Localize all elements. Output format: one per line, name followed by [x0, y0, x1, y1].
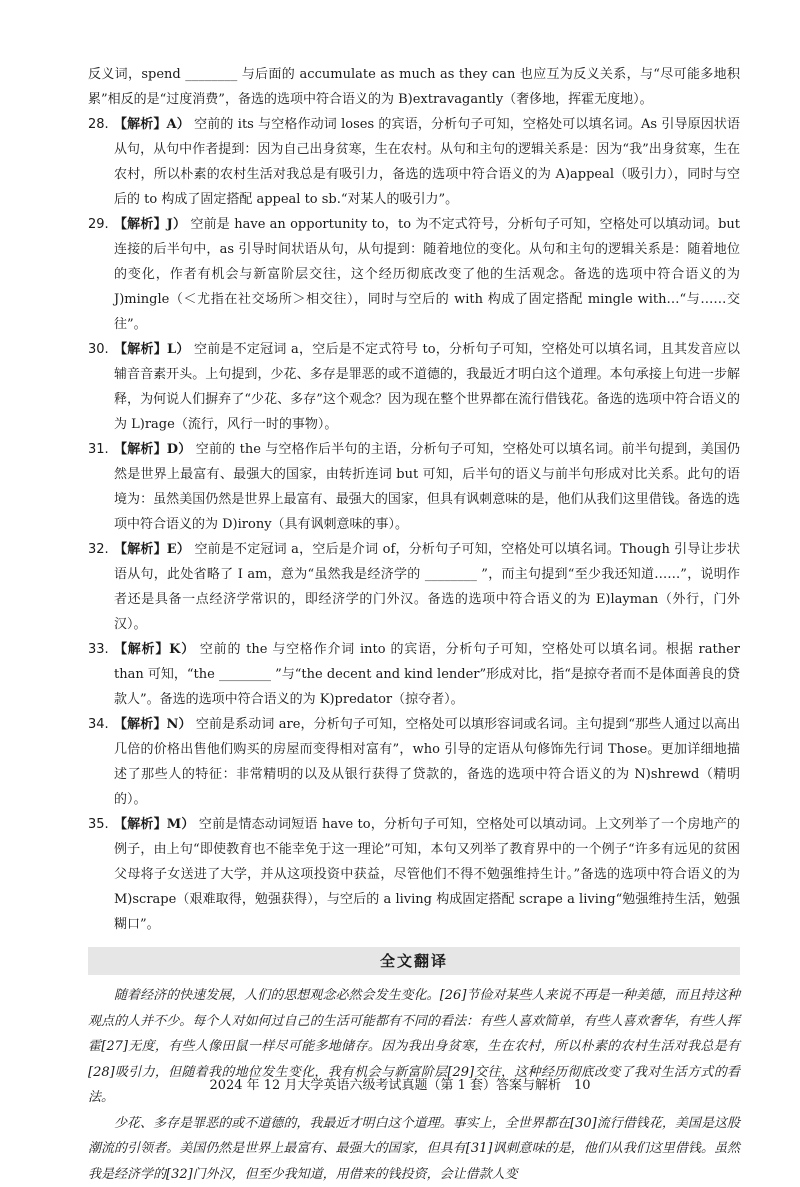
page-footer: 2024 年 12 月大学英语六级考试真题（第 1 套）答案与解析 10: [0, 1074, 800, 1093]
item-28: [88, 112, 740, 212]
item-tag: 【解析】E）: [114, 542, 190, 557]
item-number: 35.: [88, 812, 109, 837]
translation-paragraph: 少花、多存是罪恶的或不道德的，我最近才明白这个道理。事实上，全世界都在[30]流行借钱花，美国是这股潮流的引领者。美国仍然是世界上最富有、最强大的国家，但具有[31]讽刺意味的是，他们从我们这里借钱。虽然我是经济学的[32]门外汉，但至少我知道，用借来的钱投资，会让借款人变: [88, 1111, 740, 1187]
item-29: [88, 212, 740, 337]
item-tag: 【解析】M）: [114, 817, 195, 832]
content: [88, 62, 740, 1187]
item-text: 空前是不定冠词 a，空后是介词 of，分析句子可知，空格处可以填名词。Though 引导让步状语从句，此处省略了 I am，意为“虽然我是经济学的 ________ ”，而主句提到“至少我还知道……”，说明作者还是具备一点经济学常识的，即经济学的门外汉。备选的选项中符合语义的为 E)layman（外行，门外汉）。: [114, 542, 740, 632]
item-30: [88, 337, 740, 437]
item-text: 空前是不定冠词 a，空后是不定式符号 to，分析句子可知，空格处可以填名词，且其发音应以辅音音素开头。上句提到，少花、多存是罪恶的或不道德的，我最近才明白这个道理。本句承接上句进一步解释，为何说人们摒弃了“少花、多存”这个观念？因为现在整个世界都在流行借钱花。备选的选项中符合语义的为 L)rage（流行，风行一时的事物）。: [114, 342, 740, 432]
item-number: 33.: [88, 637, 109, 662]
item-tag: 【解析】J）: [114, 217, 186, 232]
section-title: 全文翻译: [88, 947, 740, 975]
item-33: [88, 637, 740, 712]
item-number: 34.: [88, 712, 109, 737]
item-text: 空前的 the 与空格作后半句的主语，分析句子可知，空格处可以填名词。前半句提到，美国仍然是世界上最富有、最强大的国家，由转折连词 but 可知，后半句的语义与前半句形成对比关系。此句的语境为：虽然美国仍然是世界上最富有、最强大的国家，但具有讽刺意味的是，他们从我们这里借钱。备选的选项中符合语义的为 D)irony（具有讽刺意味的事）。: [114, 442, 740, 532]
item-text: 空前的 its 与空格作动词 loses 的宾语，分析句子可知，空格处可以填名词。As 引导原因状语从句，从句中作者提到：因为自己出身贫寒，生在农村。从句和主句的逻辑关系是：因为“我”出身贫寒，生在农村，所以朴素的农村生活对我总是有吸引力，备选的选项中符合语义的为 A)appeal（吸引力），同时与空后的 to 构成了固定搭配 appeal to sb.“对某人的吸引力”。: [114, 117, 740, 207]
item-34: [88, 712, 740, 812]
item-text: 空前的 the 与空格作介词 into 的宾语，分析句子可知，空格处可以填名词。根据 rather than 可知，“the ________ ”与“the decent and kind lender”形成对比，指“是掠夺者而不是体面善良的贷款人”。备选的选项中符合语义的为 K)predator（掠夺者）。: [114, 642, 740, 707]
intro-paragraph: 反义词，spend ________ 与后面的 accumulate as much as they can 也应互为反义关系，与“尽可能多地积累”相反的是“过度消费”，备选的选项中符合语义的为 B)extravagantly（奢侈地，挥霍无度地）。: [88, 62, 740, 112]
item-number: 32.: [88, 537, 109, 562]
item-text: 空前是系动词 are，分析句子可知，空格处可以填形容词或名词。主句提到“那些人通过以高出几倍的价格出售他们购买的房屋而变得相对富有”，who 引导的定语从句修饰先行词 Those。更加详细地描述了那些人的特征：非常精明的以及从银行获得了贷款的，备选的选项中符合语义的为 N)shrewd（精明的）。: [114, 717, 740, 807]
item-32: [88, 537, 740, 637]
item-number: 30.: [88, 337, 109, 362]
item-31: [88, 437, 740, 537]
item-text: 空前是情态动词短语 have to，分析句子可知，空格处可以填动词。上文列举了一个房地产的例子，由上句“即使教育也不能幸免于这一理论”可知，本句又列举了教育界中的一个例子“许多有远见的贫困父母将子女送进了大学，并从这项投资中获益，尽管他们不得不勉强维持生计。”备选的选项中符合语义的为 M)scrape（艰难取得，勉强获得），与空后的 a living 构成固定搭配 scrape a living“勉强维持生活，勉强糊口”。: [114, 817, 740, 932]
item-number: 29.: [88, 212, 109, 237]
item-text: 空前是 have an opportunity to，to 为不定式符号，分析句子可知，空格处可以填动词。but 连接的后半句中，as 引导时间状语从句，从句提到：随着地位的变化。从句和主句的逻辑关系是：随着地位的变化，作者有机会与新富阶层交往，这个经历彻底改变了他的生活观念。备选的选项中符合语义的为 J)mingle（＜尤指在社交场所＞相交往），同时与空后的 with 构成了固定搭配 mingle with…“与……交往”。: [114, 217, 740, 332]
item-number: 28.: [88, 112, 109, 137]
item-tag: 【解析】A）: [114, 117, 190, 132]
translation-paragraph: 随着经济的快速发展，人们的思想观念必然会发生变化。[26]节俭对某些人来说不再是一种美德，而且持这种观点的人并不少。每个人对如何过自己的生活可能都有不同的看法：有些人喜欢简单，有些人喜欢奢华，有些人挥霍[27]无度，有些人像田鼠一样尽可能多地储存。因为我出身贫寒，生在农村，所以朴素的农村生活对我总是有[28]吸引力，但随着我的地位发生变化，我有机会与新富阶层[29]交往，这种经历彻底改变了我对生活方式的看法。: [88, 983, 740, 1111]
item-tag: 【解析】D）: [114, 442, 191, 457]
item-number: 31.: [88, 437, 109, 462]
item-tag: 【解析】N）: [114, 717, 192, 732]
item-35: [88, 812, 740, 937]
item-tag: 【解析】L）: [114, 342, 190, 357]
item-tag: 【解析】K）: [114, 642, 195, 657]
